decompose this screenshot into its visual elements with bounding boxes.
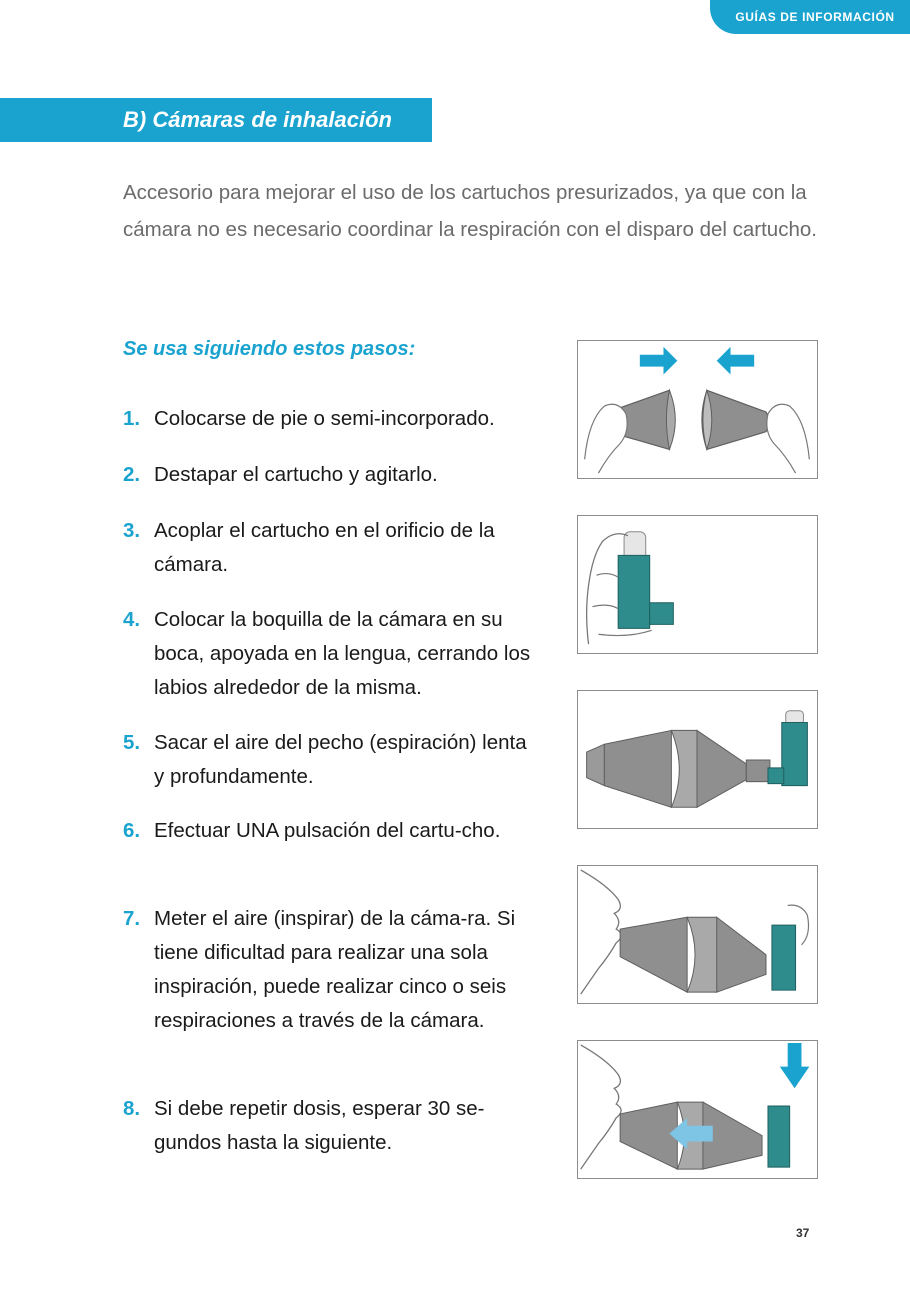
step-number: 5.: [123, 731, 141, 754]
illustration-chamber-with-inhaler: [577, 690, 818, 829]
step-number: 4.: [123, 608, 141, 631]
step-number: 6.: [123, 819, 141, 842]
step-text: Efectuar UNA pulsación del cartu-cho.: [154, 819, 501, 842]
step-text: Si debe repetir dosis, esperar 30 se-gundos hasta la siguiente.: [154, 1097, 485, 1154]
step-number: 2.: [123, 463, 141, 486]
step-text: Meter el aire (inspirar) de la cáma-ra. Si tiene dificultad para realizar una sola inspiración, puede realizar cinco o seis respiraciones a través de la cámara.: [154, 907, 516, 1032]
section-title-bar: [0, 98, 432, 142]
illustration-inhale: [577, 865, 818, 1004]
step-text: Sacar el aire del pecho (espiración) lenta y profundamente.: [154, 731, 527, 788]
step-text: Colocarse de pie o semi-incorporado.: [154, 407, 495, 430]
step-number: 1.: [123, 407, 141, 430]
page-number: 37: [796, 1226, 810, 1240]
list-item: [123, 814, 533, 848]
list-item: [123, 458, 563, 492]
list-item: [123, 402, 563, 436]
illustration-press: [577, 1040, 818, 1179]
step-number: 3.: [123, 519, 141, 542]
intro-paragraph: Accesorio para mejorar el uso de los cartuchos presurizados, ya que con la cámara no es necesario coordinar la respiración con el disparo del cartucho.: [123, 181, 817, 241]
header-tab-label: GUÍAS DE INFORMACIÓN: [735, 10, 895, 24]
list-item: [123, 603, 553, 705]
step-text: Colocar la boquilla de la cámara en su boca, apoyada en la lengua, cerrando los labios alrededor de la misma.: [154, 608, 531, 699]
press-canister-icon: [578, 1041, 817, 1178]
steps-heading: Se usa siguiendo estos pasos:: [123, 338, 416, 360]
step-number: 8.: [123, 1097, 141, 1120]
step-number: 7.: [123, 907, 141, 930]
step-text: Acoplar el cartucho en el orificio de la cámara.: [154, 519, 495, 576]
illustration-inhaler: [577, 515, 818, 654]
section-title: B) Cámaras de inhalación: [123, 107, 392, 132]
inhaler-icon: [578, 516, 817, 653]
face-breathing-icon: [578, 866, 817, 1003]
header-tab: [710, 0, 910, 34]
spacer-icon: [578, 691, 817, 828]
step-text: Destapar el cartucho y agitarlo.: [154, 463, 438, 486]
chamber-halves-icon: [578, 341, 817, 478]
list-item: [123, 726, 538, 794]
list-item: [123, 1092, 543, 1160]
list-item: [123, 902, 553, 1038]
illustration-assemble-chamber: [577, 340, 818, 479]
list-item: [123, 514, 543, 582]
